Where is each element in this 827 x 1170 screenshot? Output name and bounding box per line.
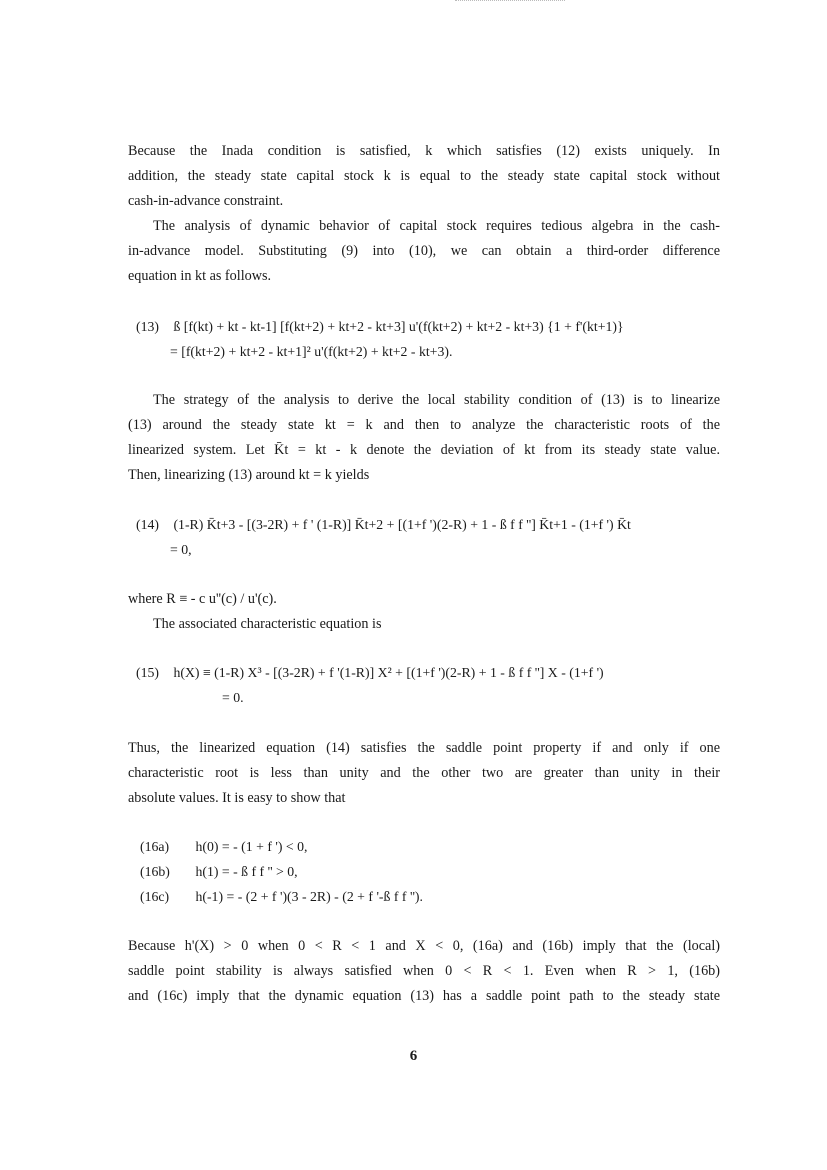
body-line: (13) around the steady state kt = k and then to analyze the characteristic roots of the [128, 417, 720, 433]
body-line: Thus, the linearized equation (14) satisfies the saddle point property if and only if one [128, 740, 720, 756]
equation-number: (13) [136, 319, 159, 334]
body-line: linearized system. Let K̄t = kt - k denote the deviation of kt from its steady state value. [128, 442, 720, 458]
equation-text: (1-R) K̄t+3 - [(3-2R) + f ' (1-R)] K̄t+2 + [(1+f ')(2-R) + 1 - ß f f ''] K̄t+1 - (1+f ') K̄t [173, 517, 631, 532]
equation-13-continued: = [f(kt+2) + kt+2 - kt+1]² u'(f(kt+2) + kt+2 - kt+3). [170, 344, 453, 359]
body-line: absolute values. It is easy to show that [128, 790, 346, 806]
body-line: The associated characteristic equation is [153, 616, 382, 632]
equation-16c [140, 888, 730, 906]
body-line: where R ≡ - c u''(c) / u'(c). [128, 591, 277, 607]
body-line: saddle point stability is always satisfied when 0 < R < 1. Even when R > 1, (16b) [128, 963, 720, 979]
equation-14 [136, 516, 726, 534]
scan-artifact [455, 0, 565, 5]
body-line: Because the Inada condition is satisfied, k which satisfies (12) exists uniquely. In [128, 143, 720, 159]
equation-15 [136, 664, 726, 682]
equation-text: h(1) = - ß f f '' > 0, [195, 864, 298, 879]
body-line: cash-in-advance constraint. [128, 193, 284, 209]
equation-13 [136, 318, 726, 336]
equation-15-continued: = 0. [222, 690, 244, 705]
equation-text: ß [f(kt) + kt - kt-1] [f(kt+2) + kt+2 - kt+3] u'(f(kt+2) + kt+2 - kt+3) {1 + f'(kt+1)} [173, 319, 624, 334]
equation-14-continued: = 0, [170, 542, 192, 557]
body-line: The strategy of the analysis to derive the local stability condition of (13) is to linearize [153, 392, 720, 408]
equation-number: (14) [136, 517, 159, 532]
equation-16b [140, 863, 730, 881]
equation-text: h(0) = - (1 + f ') < 0, [195, 839, 308, 854]
page-number: 6 [409, 1048, 418, 1064]
body-line: Because h'(X) > 0 when 0 < R < 1 and X < 0, (16a) and (16b) imply that the (local) [128, 938, 720, 954]
equation-number: (15) [136, 665, 159, 680]
equation-16a [140, 838, 730, 856]
body-line: in-advance model. Substituting (9) into (10), we can obtain a third-order difference [128, 243, 720, 259]
body-line: The analysis of dynamic behavior of capital stock requires tedious algebra in the cash- [153, 218, 720, 234]
body-line: Then, linearizing (13) around kt = k yields [128, 467, 370, 483]
equation-number: (16c) [140, 889, 170, 904]
body-line: equation in kt as follows. [128, 268, 272, 284]
body-line: and (16c) imply that the dynamic equation (13) has a saddle point path to the steady state [128, 988, 720, 1004]
equation-text: h(-1) = - (2 + f ')(3 - 2R) - (2 + f '-ß f f ''). [195, 889, 423, 904]
equation-number: (16a) [140, 839, 170, 854]
body-line: characteristic root is less than unity and the other two are greater than unity in their [128, 765, 720, 781]
equation-text: h(X) ≡ (1-R) X³ - [(3-2R) + f '(1-R)] X² + [(1+f ')(2-R) + 1 - ß f f ''] X - (1+f ') [173, 665, 604, 680]
equation-number: (16b) [140, 864, 170, 879]
body-line: addition, the steady state capital stock k is equal to the steady state capital stock without [128, 168, 720, 184]
